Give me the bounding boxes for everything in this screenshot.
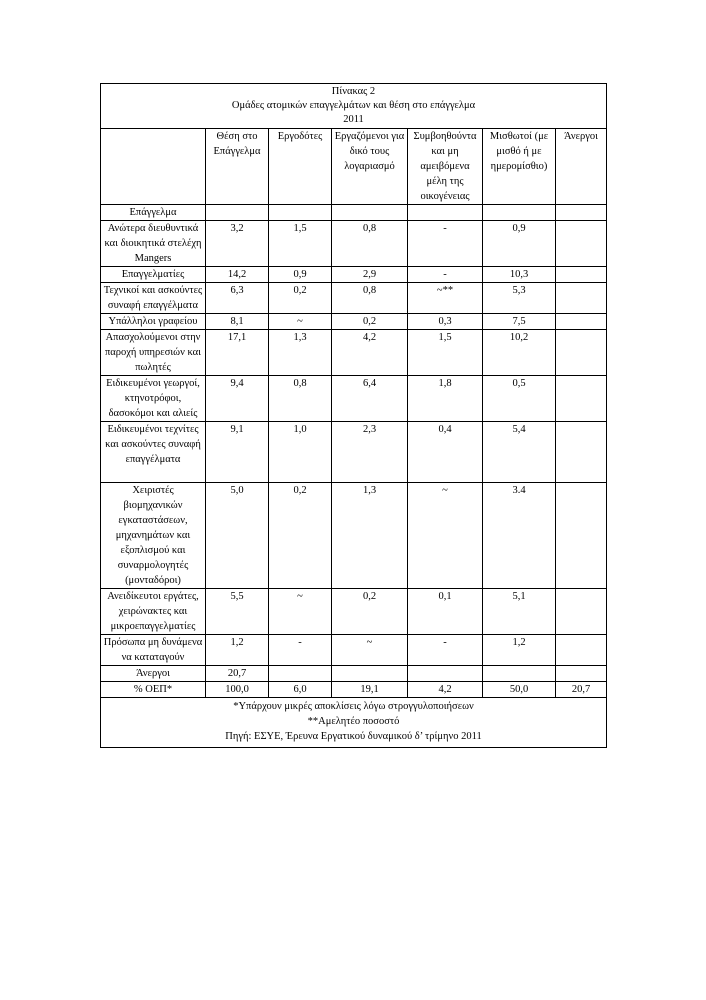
- table-row: [101, 330, 607, 376]
- cell-unemployed: [556, 376, 607, 422]
- table-row: [101, 666, 607, 682]
- cell-employees: 5,4: [483, 422, 556, 483]
- cell-employers: [269, 666, 332, 682]
- footnotes-cell: [101, 698, 607, 748]
- header-cell-blank: [101, 129, 206, 205]
- footnote-source: Πηγή: ΕΣΥΕ, Έρευνα Εργατικού δυναμικού δ’ τρίμηνο 2011: [225, 731, 482, 742]
- cell-self-employed: ~: [332, 635, 408, 666]
- cell-occupation: Άνεργοι: [101, 666, 206, 682]
- section-label: Επάγγελμα: [101, 205, 206, 221]
- cell-unemployed: [556, 666, 607, 682]
- cell-employers: -: [269, 635, 332, 666]
- cell-position-total: 9,4: [206, 376, 269, 422]
- cell-unemployed: 20,7: [556, 682, 607, 698]
- cell-position-total: 3,2: [206, 221, 269, 267]
- cell-employers: 1,5: [269, 221, 332, 267]
- table-title-cell: [101, 84, 607, 129]
- cell-position-total: 6,3: [206, 283, 269, 314]
- cell-unemployed: [556, 589, 607, 635]
- cell-family-workers: 0,4: [408, 422, 483, 483]
- cell-employers: 0,2: [269, 283, 332, 314]
- table-row: [101, 376, 607, 422]
- cell-occupation: % ΟΕΠ*: [101, 682, 206, 698]
- cell-family-workers: -: [408, 221, 483, 267]
- cell-employees: 1,2: [483, 635, 556, 666]
- cell-position-total: 5,0: [206, 483, 269, 589]
- section-empty-cell: [269, 205, 332, 221]
- footnote-rounding: *Υπάρχουν μικρές αποκλίσεις λόγω στρογγυλοποιήσεων: [233, 701, 474, 712]
- cell-self-employed: 4,2: [332, 330, 408, 376]
- header-cell-position: Θέση στο Επάγγελμα: [206, 129, 269, 205]
- cell-employers: 0,8: [269, 376, 332, 422]
- header-cell-family-workers: Συμβοηθούντα και μη αμειβόμενα μέλη της οικογένειας: [408, 129, 483, 205]
- header-cell-employers: Εργοδότες: [269, 129, 332, 205]
- footnote-negligible: **Αμελητέο ποσοστό: [307, 716, 400, 727]
- cell-self-employed: 6,4: [332, 376, 408, 422]
- cell-family-workers: 0,1: [408, 589, 483, 635]
- cell-family-workers: -: [408, 267, 483, 283]
- cell-unemployed: [556, 267, 607, 283]
- cell-occupation: Ανειδίκευτοι εργάτες, χειρώνακτες και μικροεπαγγελματίες: [101, 589, 206, 635]
- cell-position-total: 17,1: [206, 330, 269, 376]
- cell-unemployed: [556, 283, 607, 314]
- cell-position-total: 100,0: [206, 682, 269, 698]
- table-subtitle: Ομάδες ατομικών επαγγελμάτων και θέση στο επάγγελμα: [231, 100, 476, 111]
- cell-self-employed: 2,3: [332, 422, 408, 483]
- cell-employees: 5,1: [483, 589, 556, 635]
- cell-employers: 1,0: [269, 422, 332, 483]
- cell-unemployed: [556, 422, 607, 483]
- cell-position-total: 9,1: [206, 422, 269, 483]
- cell-occupation: Υπάλληλοι γραφείου: [101, 314, 206, 330]
- title-row: [101, 84, 607, 129]
- cell-family-workers: 4,2: [408, 682, 483, 698]
- cell-employees: 5,3: [483, 283, 556, 314]
- cell-occupation: Τεχνικοί και ασκούντες συναφή επαγγέλματα: [101, 283, 206, 314]
- section-empty-cell: [332, 205, 408, 221]
- table-row: [101, 267, 607, 283]
- cell-employees: 3.4: [483, 483, 556, 589]
- cell-self-employed: [332, 666, 408, 682]
- cell-family-workers: [408, 666, 483, 682]
- cell-employers: 6,0: [269, 682, 332, 698]
- cell-employers: ~: [269, 589, 332, 635]
- footer-row: [101, 698, 607, 748]
- header-cell-self-employed: Εργαζόμενοι για δικό τους λογαριασμό: [332, 129, 408, 205]
- cell-family-workers: ~: [408, 483, 483, 589]
- cell-occupation: Ειδικευμένοι τεχνίτες και ασκούντες συναφή επαγγέλματα: [101, 422, 206, 483]
- data-table: [100, 83, 607, 748]
- cell-position-total: 20,7: [206, 666, 269, 682]
- section-empty-cell: [206, 205, 269, 221]
- cell-occupation: Πρόσωπα μη δυνάμενα να καταταγούν: [101, 635, 206, 666]
- cell-self-employed: 19,1: [332, 682, 408, 698]
- table-body: [101, 221, 607, 698]
- cell-employees: 10,3: [483, 267, 556, 283]
- table-title: Πίνακας 2: [331, 86, 376, 97]
- table-row: [101, 314, 607, 330]
- header-cell-unemployed: Άνεργοι: [556, 129, 607, 205]
- cell-unemployed: [556, 635, 607, 666]
- cell-self-employed: 0,8: [332, 283, 408, 314]
- cell-unemployed: [556, 330, 607, 376]
- cell-family-workers: 1,5: [408, 330, 483, 376]
- table-row: [101, 682, 607, 698]
- section-empty-cell: [483, 205, 556, 221]
- section-empty-cell: [556, 205, 607, 221]
- cell-employees: 0,5: [483, 376, 556, 422]
- cell-occupation: Χειριστές βιομηχανικών εγκαταστάσεων, μηχανημάτων και εξοπλισμού και συναρμολογητές (μονταδόροι): [101, 483, 206, 589]
- cell-unemployed: [556, 221, 607, 267]
- cell-occupation: Ειδικευμένοι γεωργοί, κτηνοτρόφοι, δασοκόμοι και αλιείς: [101, 376, 206, 422]
- cell-family-workers: -: [408, 635, 483, 666]
- cell-occupation: Απασχολούμενοι στην παροχή υπηρεσιών και πωλητές: [101, 330, 206, 376]
- section-row: [101, 205, 607, 221]
- cell-occupation: Ανώτερα διευθυντικά και διοικητικά στελέχη Mangers: [101, 221, 206, 267]
- cell-employees: 50,0: [483, 682, 556, 698]
- cell-self-employed: 0,2: [332, 314, 408, 330]
- header-row: [101, 129, 607, 205]
- cell-employers: 0,9: [269, 267, 332, 283]
- cell-employees: 10,2: [483, 330, 556, 376]
- cell-employers: 0,2: [269, 483, 332, 589]
- cell-position-total: 5,5: [206, 589, 269, 635]
- cell-self-employed: 2,9: [332, 267, 408, 283]
- table-row: [101, 283, 607, 314]
- cell-unemployed: [556, 314, 607, 330]
- cell-employees: [483, 666, 556, 682]
- document-page: [100, 83, 606, 748]
- table-year: 2011: [343, 114, 364, 125]
- cell-unemployed: [556, 483, 607, 589]
- cell-position-total: 8,1: [206, 314, 269, 330]
- cell-family-workers: 1,8: [408, 376, 483, 422]
- table-row: [101, 635, 607, 666]
- table-row: [101, 422, 607, 483]
- cell-family-workers: ~**: [408, 283, 483, 314]
- cell-employers: ~: [269, 314, 332, 330]
- cell-position-total: 1,2: [206, 635, 269, 666]
- cell-employers: 1,3: [269, 330, 332, 376]
- table-row: [101, 221, 607, 267]
- cell-position-total: 14,2: [206, 267, 269, 283]
- table-row: [101, 589, 607, 635]
- section-empty-cell: [408, 205, 483, 221]
- cell-employees: 7,5: [483, 314, 556, 330]
- cell-occupation: Επαγγελματίες: [101, 267, 206, 283]
- cell-self-employed: 1,3: [332, 483, 408, 589]
- cell-family-workers: 0,3: [408, 314, 483, 330]
- table-row: [101, 483, 607, 589]
- cell-self-employed: 0,2: [332, 589, 408, 635]
- cell-self-employed: 0,8: [332, 221, 408, 267]
- header-cell-employees: Μισθωτοί (με μισθό ή με ημερομίσθιο): [483, 129, 556, 205]
- cell-employees: 0,9: [483, 221, 556, 267]
